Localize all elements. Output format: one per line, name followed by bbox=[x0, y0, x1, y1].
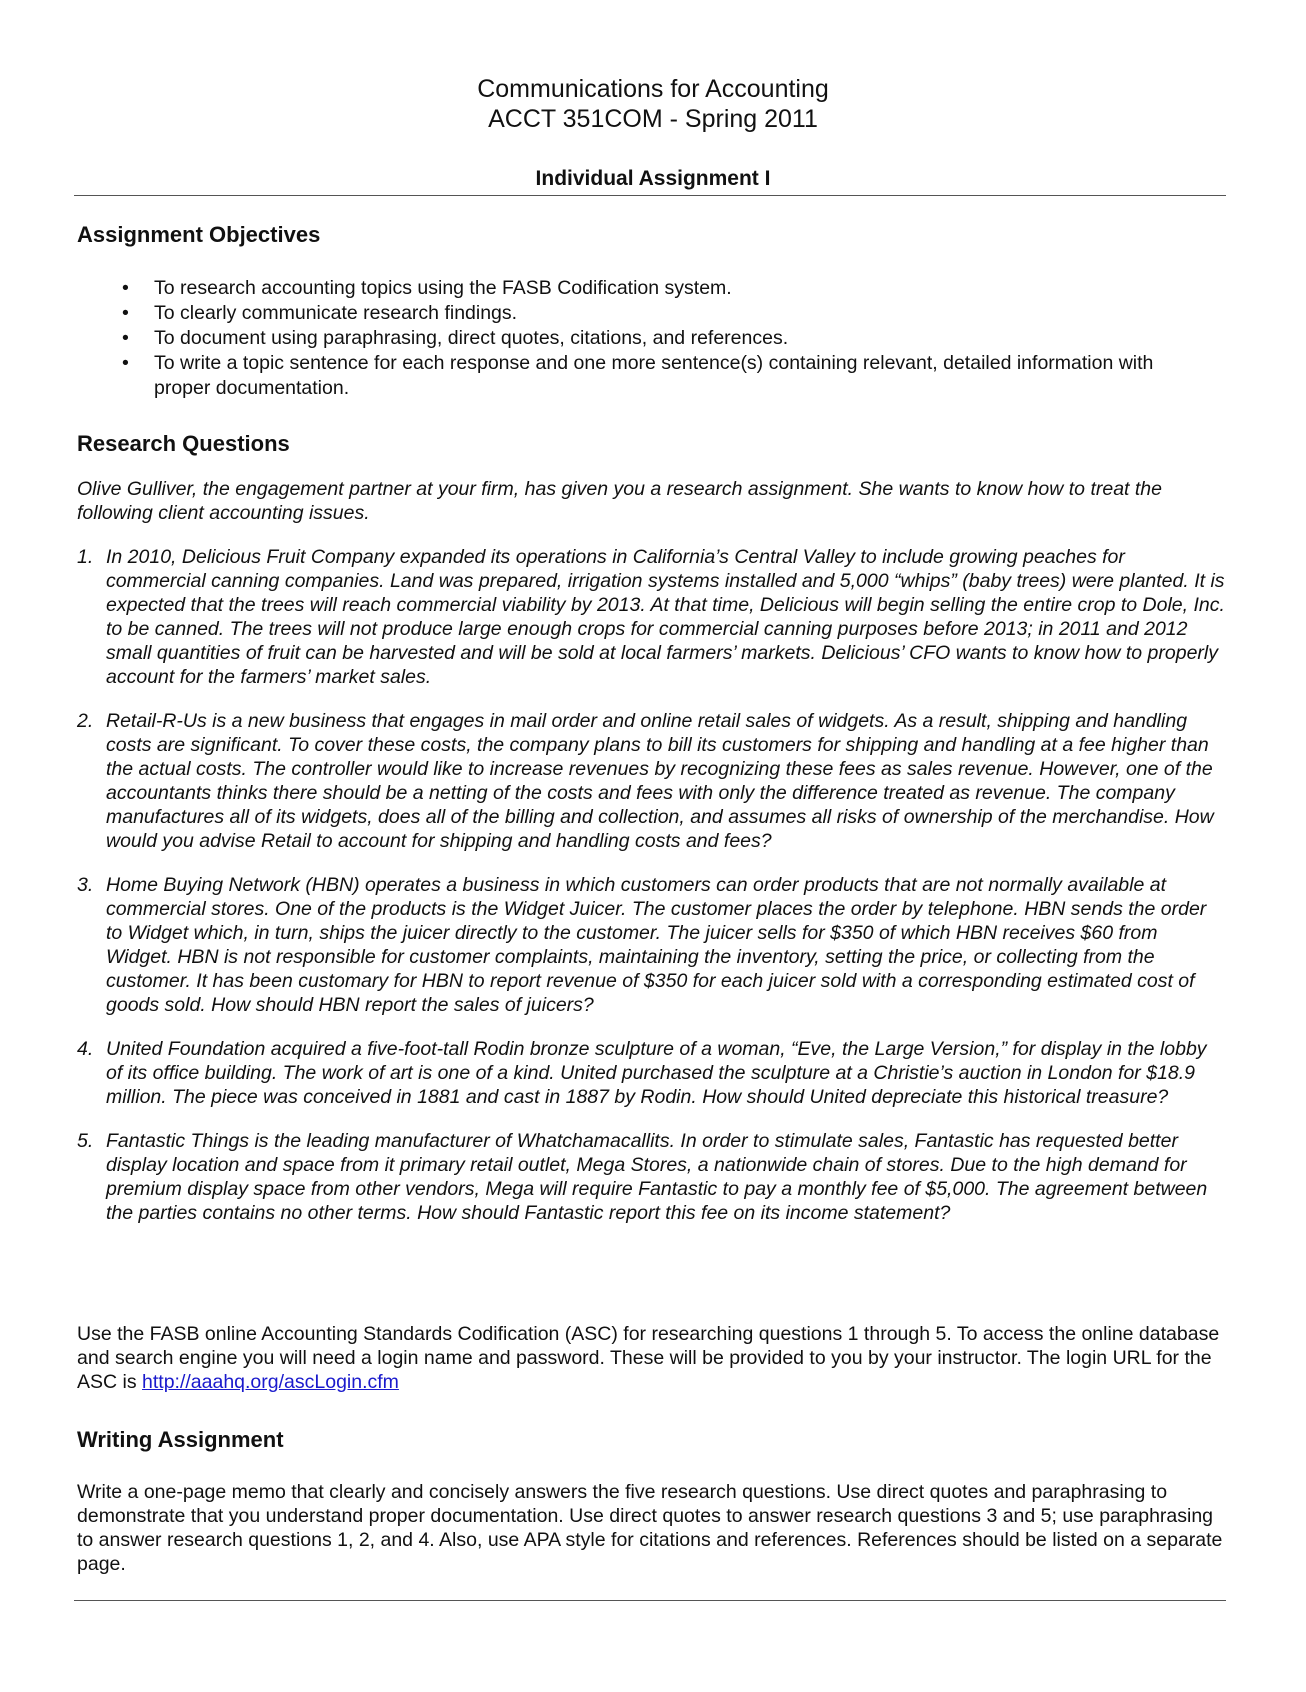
question-number: 1. bbox=[77, 546, 94, 568]
question-text: Home Buying Network (HBN) operates a business in which customers can order products that are not normally available at commercial stores. One of the products is the Widget Juicer. The customer places the order by telephone. HBN sends the order to Widget which, in turn, ships the juicer directly to the customer. The juicer sells for $350 of which HBN receives $60 from Widget. HBN is not responsible for customer complaints, maintaining the inventory, setting the price, or collecting from the customer. It has been customary for HBN to report revenue of $350 for each juicer sold with a corresponding estimated cost of goods sold. How should HBN report the sales of juicers? bbox=[106, 874, 1207, 1016]
research-question bbox=[77, 545, 1227, 689]
bullet-icon: • bbox=[122, 302, 129, 324]
writing-heading: Writing Assignment bbox=[77, 1427, 284, 1452]
course-name: Communications for Accounting bbox=[477, 75, 829, 103]
objective-item bbox=[122, 326, 1202, 351]
bullet-icon: • bbox=[122, 352, 129, 374]
objective-text: To research accounting topics using the FASB Codification system. bbox=[154, 277, 732, 299]
question-number: 2. bbox=[77, 710, 94, 732]
top-divider bbox=[74, 195, 1226, 196]
objective-item bbox=[122, 276, 1202, 301]
objective-text: To document using paraphrasing, direct quotes, citations, and references. bbox=[154, 327, 789, 349]
course-term: ACCT 351COM - Spring 2011 bbox=[488, 105, 818, 133]
research-question bbox=[77, 1129, 1227, 1225]
asc-login-link[interactable]: http://aaahq.org/ascLogin.cfm bbox=[142, 1371, 399, 1393]
question-text: In 2010, Delicious Fruit Company expanded its operations in California’s Central Valley to include growing peaches for commercial canning companies. Land was prepared, irrigation systems installed and 5,000 “whips” (baby trees) were planted. It is expected that the trees will reach commercial viability by 2013. At that time, Delicious will begin selling the entire crop to Dole, Inc. to be canned. The trees will not produce large enough crops for commercial canning purposes before 2013; in 2011 and 2012 small quantities of fruit can be harvested and will be sold at local farmers’ markets. Delicious’ CFO wants to know how to properly account for the farmers’ market sales. bbox=[106, 546, 1225, 688]
writing-instructions: Write a one-page memo that clearly and concisely answers the five research questions. Use direct quotes and paraphrasing to demonstrate that you understand proper documentation. Use direct quotes to answer research questions 3 and 5; use paraphrasing to answer research questions 1, 2, and 4. Also, use APA style for citations and references. References should be listed on a separate page. bbox=[77, 1481, 1223, 1575]
research-question bbox=[77, 709, 1227, 853]
research-heading: Research Questions bbox=[77, 431, 290, 456]
objectives-heading: Assignment Objectives bbox=[77, 222, 321, 247]
question-text: Fantastic Things is the leading manufacturer of Whatchamacallits. In order to stimulate sales, Fantastic has requested better display location and space from it primary retail outlet, Mega Stores, a nationwide chain of stores. Due to the high demand for premium display space from other vendors, Mega will require Fantastic to pay a monthly fee of $5,000. The agreement between the parties contains no other terms. How should Fantastic report this fee on its income statement? bbox=[106, 1130, 1208, 1224]
course-header bbox=[0, 74, 1306, 134]
bullet-icon: • bbox=[122, 277, 129, 299]
question-number: 3. bbox=[77, 874, 94, 896]
objective-item bbox=[122, 351, 1202, 401]
question-number: 4. bbox=[77, 1038, 94, 1060]
objective-text: To clearly communicate research findings. bbox=[154, 302, 518, 324]
asc-instructions-text: Use the FASB online Accounting Standards Codification (ASC) for researching questions 1 through 5. To access the online database and search engine you will need a login name and password. These will be provided to you by your instructor. The login URL for the ASC is bbox=[77, 1323, 1220, 1393]
research-question bbox=[77, 873, 1227, 1017]
asc-instructions bbox=[77, 1322, 1227, 1394]
bullet-icon: • bbox=[122, 327, 129, 349]
objective-text: To write a topic sentence for each response and one more sentence(s) containing relevant, detailed information with proper documentation. bbox=[154, 352, 1154, 399]
question-number: 5. bbox=[77, 1130, 94, 1152]
objective-item bbox=[122, 301, 1202, 326]
objectives-list bbox=[122, 276, 1202, 401]
question-text: United Foundation acquired a five-foot-tall Rodin bronze sculpture of a woman, “Eve, the Large Version,” for display in the lobby of its office building. The work of art is one of a kind. United purchased the sculpture at a Christie’s auction in London for $18.9 million. The piece was conceived in 1881 and cast in 1887 by Rodin. How should United depreciate this historical treasure? bbox=[106, 1038, 1207, 1108]
question-text: Retail-R-Us is a new business that engages in mail order and online retail sales of widgets. As a result, shipping and handling costs are significant. To cover these costs, the company plans to bill its customers for shipping and handling at a fee higher than the actual costs. The controller would like to increase revenues by recognizing these fees as sales revenue. However, one of the accountants thinks there should be a netting of the costs and fees with only the difference treated as revenue. The company manufactures all of its widgets, does all of the billing and collection, and assumes all risks of ownership of the merchandise. How would you advise Retail to account for shipping and handling costs and fees? bbox=[106, 710, 1214, 852]
assignment-title: Individual Assignment I bbox=[535, 167, 771, 190]
research-intro: Olive Gulliver, the engagement partner at your firm, has given you a research assignment. She wants to know how to treat the following client accounting issues. bbox=[77, 478, 1162, 524]
bottom-divider bbox=[74, 1600, 1226, 1601]
research-question bbox=[77, 1037, 1227, 1109]
research-questions-list bbox=[77, 545, 1227, 1245]
